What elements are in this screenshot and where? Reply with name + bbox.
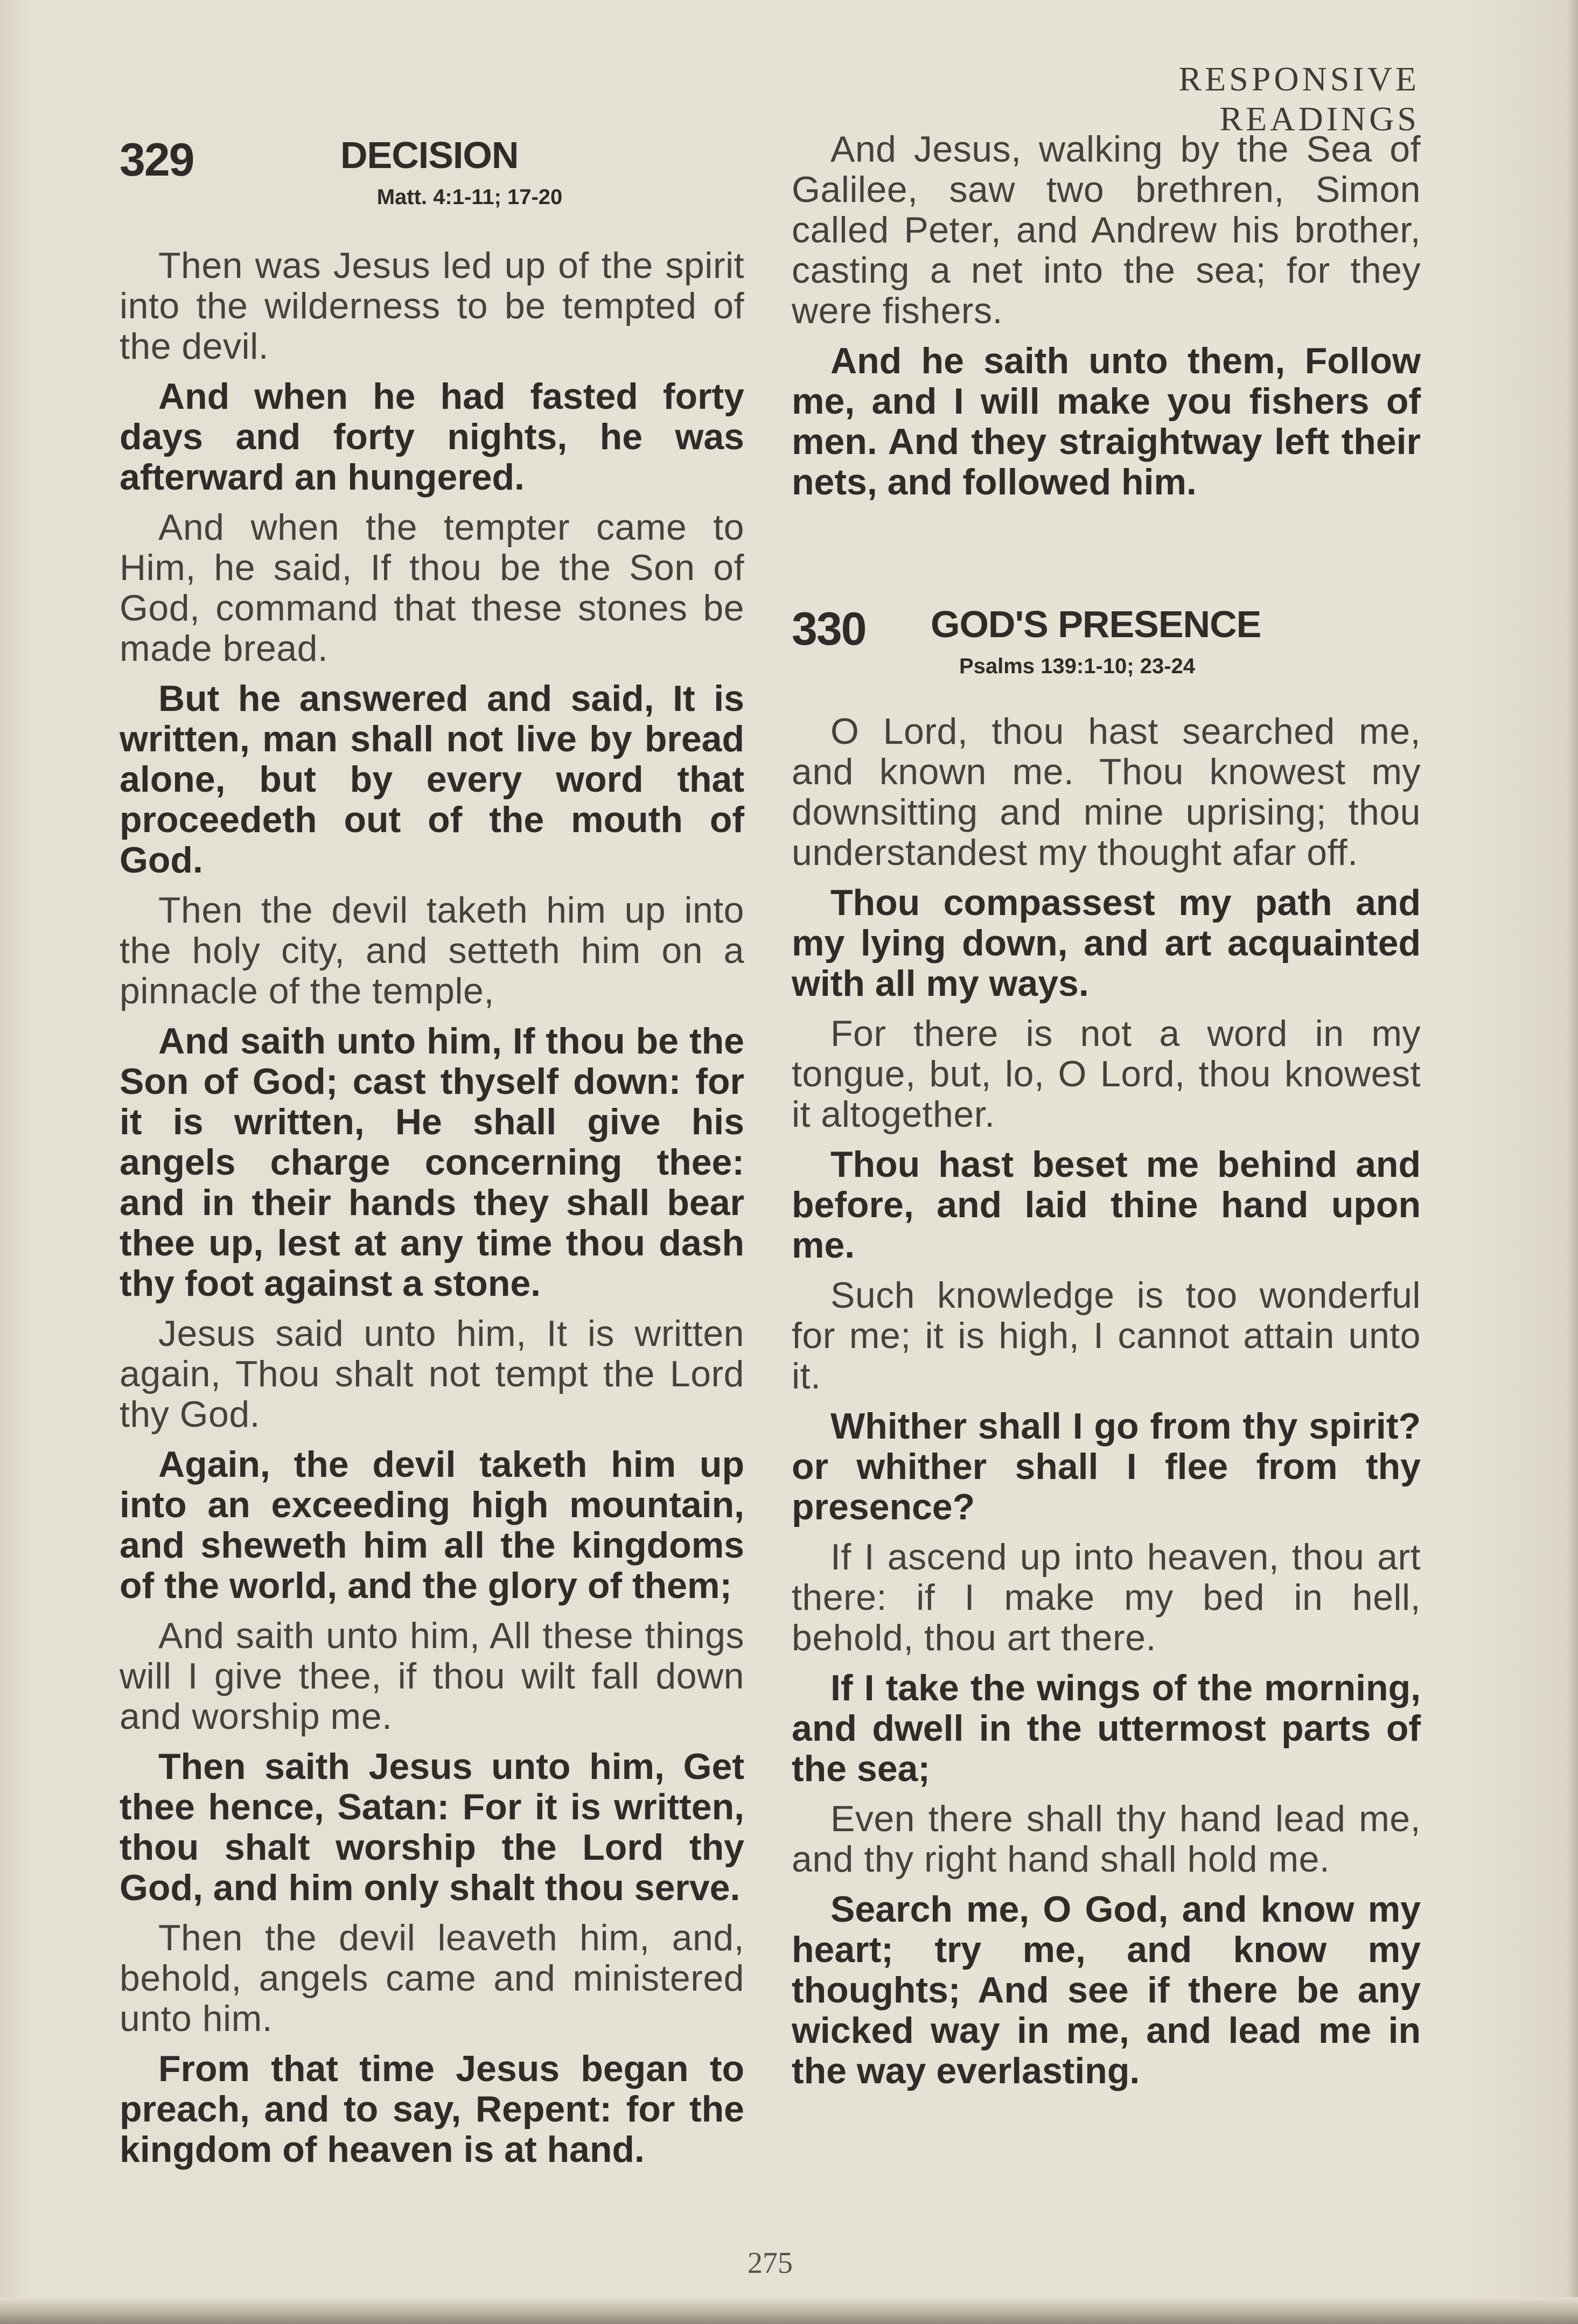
page-edge-shadow [1566,0,1578,2324]
reading-title: DECISION [340,134,519,176]
verse: Then the devil leaveth him, and, behold, angels came and ministered unto him. [120,1917,744,2039]
verse-response: Again, the devil taketh him up into an exceeding high mountain, and sheweth him all the kingdoms of the world, and the glory of them; [120,1444,744,1606]
verse: Such knowledge is too wonderful for me; it is high, I cannot attain unto it. [792,1275,1421,1397]
verse-list-329-continued [792,129,1421,503]
page-bottom-edge [0,2297,1578,2324]
verse: Even there shall thy hand lead me, and thy right hand shall hold me. [792,1798,1421,1880]
verse-response: Search me, O God, and know my heart; try me, and know my thoughts; And see if there be any wicked way in me, and lead me in the way everlasting. [792,1889,1421,2091]
verse-response: But he answered and said, It is written, man shall not live by bread alone, but by every word that proceedeth out of the mouth of God. [120,678,744,881]
verse-response: Thou hast beset me behind and before, and laid thine hand upon me. [792,1144,1421,1266]
verse-list-330 [792,711,1421,2091]
verse: And saith unto him, All these things will I give thee, if thou wilt fall down and worship me. [120,1615,744,1737]
verse-response: And saith unto him, If thou be the Son of God; cast thyself down: for it is written, He shall give his angels charge concerning thee: and in their hands they shall bear thee up, lest at any time thou dash thy foot against a stone. [120,1021,744,1304]
reading-number: 329 [120,134,194,186]
column-right [792,129,1421,2101]
verse-response: From that time Jesus began to preach, and to say, Repent: for the kingdom of heaven is at hand. [120,2048,744,2170]
verse-response: If I take the wings of the morning, and dwell in the uttermost parts of the sea; [792,1667,1421,1789]
verse-response: Then saith Jesus unto him, Get thee hence, Satan: For it is written, thou shalt worship the Lord thy God, and him only shalt thou serve. [120,1746,744,1908]
verse-response: And when he had fasted forty days and forty nights, he was afterward an hungered. [120,376,744,498]
page-number: 275 [748,2246,793,2280]
verse: If I ascend up into heaven, thou art there: if I make my bed in hell, behold, thou art there. [792,1537,1421,1658]
reading-header-330 [792,598,1421,711]
verse: And when the tempter came to Him, he said, If thou be the Son of God, command that these stones be made bread. [120,507,744,669]
verse: O Lord, thou hast searched me, and known me. Thou knowest my downsitting and mine uprising; thou understandest my thought afar off. [792,711,1421,873]
verse: For there is not a word in my tongue, but, lo, O Lord, thou knowest it altogether. [792,1013,1421,1135]
reading-title: GOD'S PRESENCE [931,603,1261,645]
verse: Then was Jesus led up of the spirit into the wilderness to be tempted of the devil. [120,245,744,367]
verse-response: Thou compassest my path and my lying down, and art acquainted with all my ways. [792,882,1421,1004]
reading-number: 330 [792,603,866,655]
scripture-reference: Matt. 4:1-11; 17-20 [376,185,563,209]
reading-header-329 [120,129,744,209]
column-left [120,129,744,2180]
verse-response: And he saith unto them, Follow me, and I will make you fishers of men. And they straightway left their nets, and followed him. [792,340,1421,503]
verse-response: Whither shall I go from thy spirit? or whither shall I flee from thy presence? [792,1406,1421,1527]
scripture-reference: Psalms 139:1-10; 23-24 [959,654,1196,678]
verse: And Jesus, walking by the Sea of Galilee, saw two brethren, Simon called Peter, and Andrew his brother, casting a net into the sea; for they were fishers. [792,129,1421,331]
verse: Then the devil taketh him up into the holy city, and setteth him on a pinnacle of the temple, [120,890,744,1011]
running-head: RESPONSIVE READINGS [1178,60,1420,138]
section-gap [792,512,1421,598]
verse-list-329 [120,246,744,2170]
verse: Jesus said unto him, It is written again, Thou shalt not tempt the Lord thy God. [120,1313,744,1435]
